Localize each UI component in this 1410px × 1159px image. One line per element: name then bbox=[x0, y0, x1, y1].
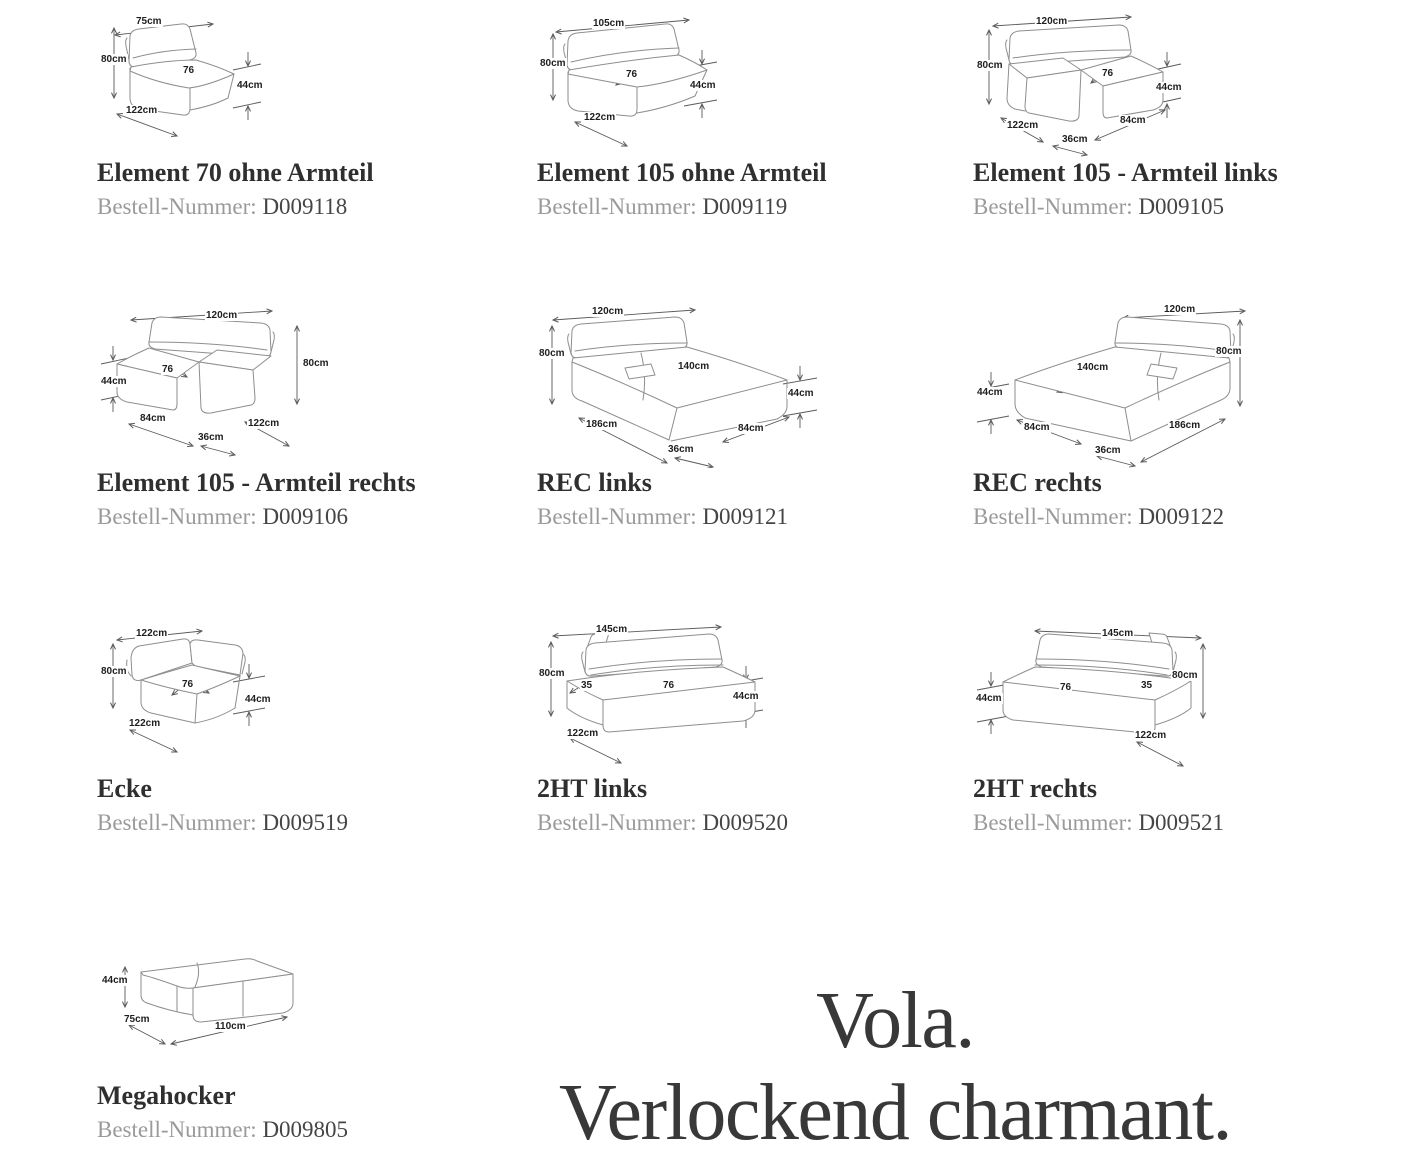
dim-chaise-label: 140cm bbox=[1077, 362, 1109, 373]
dim-arm-label: 36cm bbox=[668, 444, 694, 455]
dim-depth-label: 122cm bbox=[567, 728, 599, 739]
order-number-value: D009122 bbox=[1138, 504, 1225, 529]
order-number-value: D009805 bbox=[262, 1117, 349, 1142]
dim-seat-height-label: 44cm bbox=[690, 80, 716, 91]
order-number-line bbox=[973, 504, 1409, 530]
dim-depth-label: 122cm bbox=[584, 112, 616, 123]
order-number-value: D009521 bbox=[1138, 810, 1225, 835]
dim-width-label: 75cm bbox=[136, 16, 162, 27]
dim-height-label: 80cm bbox=[977, 60, 1003, 71]
dim-seat-height-label: 44cm bbox=[237, 80, 263, 91]
product-title: Element 105 - Armteil rechts bbox=[97, 468, 416, 497]
dim-height-label: 44cm bbox=[102, 975, 128, 986]
dim-chaise-label: 140cm bbox=[678, 361, 710, 372]
dim-width-label: 110cm bbox=[215, 1021, 246, 1032]
dim-headrest-label: 35 bbox=[581, 680, 593, 691]
product-drawing bbox=[97, 618, 527, 774]
sofa-sketch bbox=[97, 618, 527, 774]
product-title: Megahocker bbox=[97, 1081, 236, 1110]
dim-seat-label: 76 bbox=[183, 65, 195, 76]
dim-seat-label: 76 bbox=[182, 679, 194, 690]
dim-width-label: 145cm bbox=[596, 624, 628, 635]
product-card bbox=[973, 8, 1409, 220]
dim-seat-height-label: 44cm bbox=[1156, 82, 1182, 93]
dim-height-label: 80cm bbox=[1216, 346, 1242, 357]
order-number-line bbox=[97, 194, 533, 220]
dim-height-label: 80cm bbox=[540, 58, 566, 69]
dim-arm-label: 36cm bbox=[1095, 445, 1121, 456]
order-number-line bbox=[537, 810, 973, 836]
dim-depth-label: 75cm bbox=[124, 1014, 150, 1025]
dim-depth-label: 186cm bbox=[1169, 420, 1201, 431]
order-number-value: D009519 bbox=[262, 810, 349, 835]
order-number-value: D009118 bbox=[262, 194, 348, 219]
dim-seat-label: 76 bbox=[1060, 682, 1072, 693]
product-card bbox=[537, 300, 973, 530]
dim-seat-label: 76 bbox=[663, 680, 675, 691]
order-number-value: D009119 bbox=[702, 194, 788, 219]
product-drawing bbox=[537, 8, 967, 158]
dim-width-label: 105cm bbox=[593, 18, 625, 29]
order-number-value: D009106 bbox=[262, 504, 349, 529]
order-number-label: Bestell-Nummer: bbox=[97, 504, 257, 529]
dim-width-label: 120cm bbox=[1036, 16, 1068, 27]
order-number-label: Bestell-Nummer: bbox=[97, 1117, 257, 1142]
product-card bbox=[537, 8, 973, 220]
order-number-line bbox=[537, 504, 973, 530]
order-number-value: D009520 bbox=[702, 810, 789, 835]
product-title: REC rechts bbox=[973, 468, 1102, 497]
order-number-label: Bestell-Nummer: bbox=[97, 810, 257, 835]
dim-height-label: 80cm bbox=[101, 666, 127, 677]
dim-height-label: 80cm bbox=[1172, 670, 1198, 681]
tagline-line2: Verlockend charmant. bbox=[559, 1069, 1231, 1157]
order-number-label: Bestell-Nummer: bbox=[537, 194, 697, 219]
dim-seat-height-label: 44cm bbox=[977, 387, 1003, 398]
product-title: 2HT links bbox=[537, 774, 648, 803]
order-number-label: Bestell-Nummer: bbox=[973, 504, 1133, 529]
order-number-line bbox=[97, 504, 533, 530]
order-number-label: Bestell-Nummer: bbox=[973, 810, 1133, 835]
sofa-sketch bbox=[973, 618, 1403, 774]
dim-height-label: 80cm bbox=[101, 54, 127, 65]
sofa-sketch bbox=[97, 300, 527, 468]
dim-seat-label: 76 bbox=[626, 69, 638, 80]
order-number-value: D009121 bbox=[702, 504, 789, 529]
dim-height-label: 80cm bbox=[539, 348, 565, 359]
dim-depth-label: 186cm bbox=[586, 419, 618, 430]
product-card bbox=[97, 618, 533, 836]
product-drawing bbox=[97, 300, 527, 468]
order-number-label: Bestell-Nummer: bbox=[97, 194, 257, 219]
product-title: Element 70 ohne Armteil bbox=[97, 158, 374, 187]
dim-seat-height-label: 44cm bbox=[245, 694, 271, 705]
dim-width-label: 145cm bbox=[1102, 628, 1134, 639]
order-number-label: Bestell-Nummer: bbox=[973, 194, 1133, 219]
product-card bbox=[97, 8, 533, 220]
product-card bbox=[973, 300, 1409, 530]
order-number-line bbox=[973, 194, 1409, 220]
product-drawing bbox=[537, 618, 967, 774]
dim-seat-width-label: 84cm bbox=[1024, 422, 1050, 433]
sofa-sketch bbox=[973, 300, 1403, 468]
dim-seat-width-label: 84cm bbox=[738, 423, 764, 434]
dim-seat-height-label: 44cm bbox=[733, 691, 759, 702]
dim-arm-label: 36cm bbox=[1062, 134, 1088, 145]
tagline-line1: Vola. bbox=[816, 977, 974, 1065]
product-drawing bbox=[97, 8, 527, 158]
order-number-line bbox=[97, 810, 533, 836]
dim-depth-label: 122cm bbox=[126, 105, 158, 116]
dim-width-label: 120cm bbox=[592, 306, 624, 317]
order-number-line bbox=[973, 810, 1409, 836]
order-number-value: D009105 bbox=[1138, 194, 1225, 219]
dim-width-label: 122cm bbox=[136, 628, 168, 639]
order-number-label: Bestell-Nummer: bbox=[537, 504, 697, 529]
sofa-sketch bbox=[973, 8, 1403, 158]
product-title: Element 105 - Armteil links bbox=[973, 158, 1278, 187]
sofa-sketch bbox=[97, 8, 527, 158]
dim-seat-label: 76 bbox=[162, 364, 174, 375]
dim-depth-label: 122cm bbox=[248, 418, 280, 429]
tagline bbox=[455, 975, 1335, 1159]
dim-depth-label: 122cm bbox=[1135, 730, 1167, 741]
product-title: Ecke bbox=[97, 774, 152, 803]
product-title: Element 105 ohne Armteil bbox=[537, 158, 827, 187]
product-card bbox=[97, 300, 533, 530]
product-title: REC links bbox=[537, 468, 652, 497]
dim-height-label: 80cm bbox=[539, 668, 565, 679]
product-card bbox=[537, 618, 973, 836]
dim-headrest-label: 35 bbox=[1141, 680, 1153, 691]
sofa-sketch bbox=[537, 300, 967, 468]
dim-arm-label: 36cm bbox=[198, 432, 224, 443]
dim-seat-width-label: 84cm bbox=[1120, 115, 1146, 126]
dim-width-label: 120cm bbox=[206, 310, 238, 321]
dim-seat-height-label: 44cm bbox=[788, 388, 814, 399]
product-card bbox=[973, 618, 1409, 836]
sofa-sketch bbox=[537, 8, 967, 158]
dim-height-label: 80cm bbox=[303, 358, 329, 369]
dim-depth-label: 122cm bbox=[129, 718, 161, 729]
dim-seat-height-label: 44cm bbox=[101, 376, 127, 387]
product-drawing bbox=[973, 300, 1403, 468]
dim-depth-label: 122cm bbox=[1007, 120, 1039, 131]
dim-seat-height-label: 44cm bbox=[976, 693, 1002, 704]
order-number-line bbox=[537, 194, 973, 220]
product-drawing bbox=[973, 618, 1403, 774]
product-drawing bbox=[537, 300, 967, 468]
dim-seat-label: 76 bbox=[1102, 68, 1114, 79]
dim-width-label: 120cm bbox=[1164, 304, 1196, 315]
order-number-label: Bestell-Nummer: bbox=[537, 810, 697, 835]
dim-seat-width-label: 84cm bbox=[140, 413, 166, 424]
product-title: 2HT rechts bbox=[973, 774, 1097, 803]
product-drawing bbox=[973, 8, 1403, 158]
